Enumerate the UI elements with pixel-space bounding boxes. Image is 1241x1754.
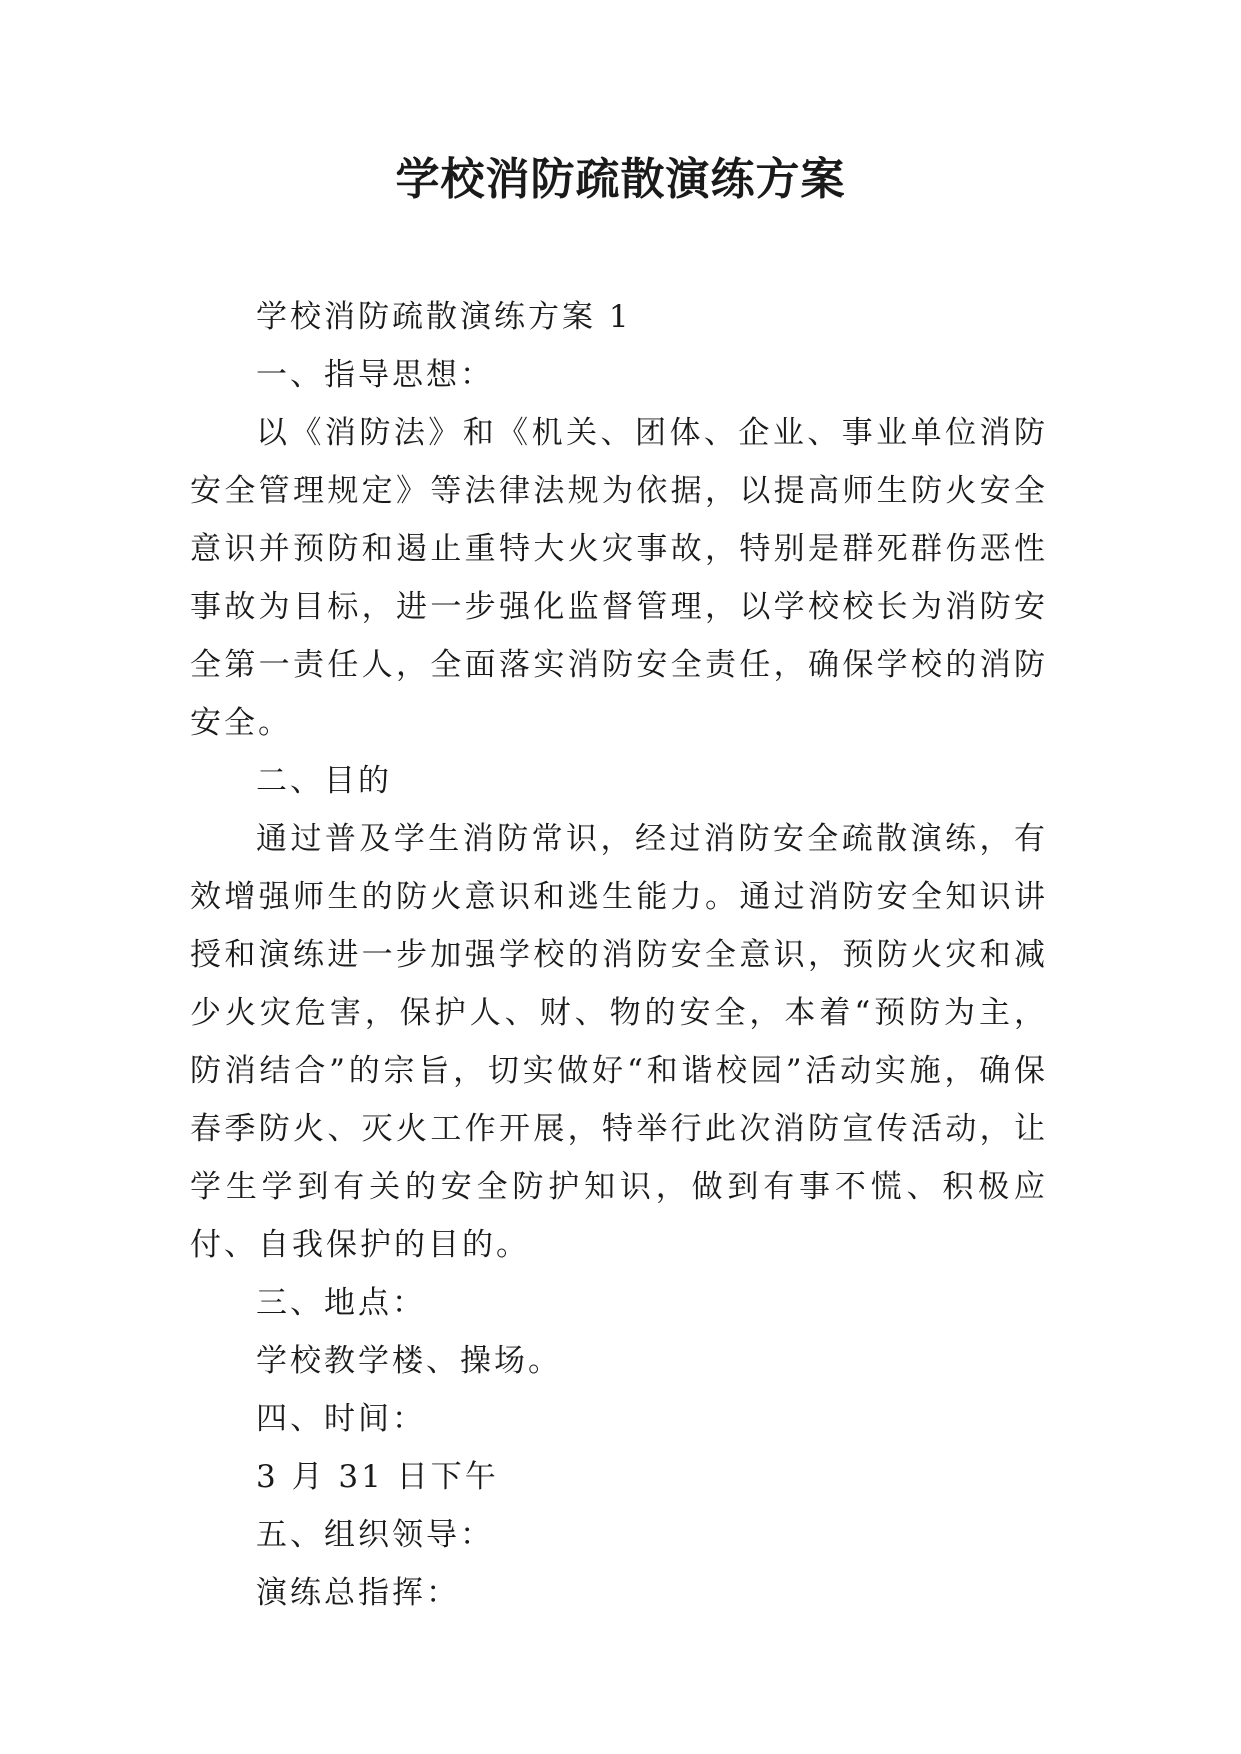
- section-heading-time: 四、时间：: [256, 1401, 426, 1437]
- section-heading-organization: 五、组织领导：: [256, 1517, 494, 1553]
- section-heading-location: 三、地点：: [256, 1285, 426, 1321]
- section-heading-guiding-ideology: 一、指导思想：: [256, 357, 494, 393]
- paragraph-commander: 演练总指挥：: [256, 1575, 460, 1611]
- document-body: [190, 288, 1048, 1622]
- paragraph-purpose: 通过普及学生消防常识，经过消防安全疏散演练，有效增强师生的防火意识和逃生能力。通过消防安全知识讲授和演练进一步加强学校的消防安全意识，预防火灾和减少火灾危害，保护人、财、物的安全，本着“预防为主，防消结合”的宗旨，切实做好“和谐校园”活动实施，确保春季防火、灭火工作开展，特举行此次消防宣传活动，让学生学到有关的安全防护知识，做到有事不慌、积极应付、自我保护的目的。: [190, 821, 1048, 1263]
- paragraph-guiding-ideology: 以《消防法》和《机关、团体、企业、事业单位消防安全管理规定》等法律法规为依据，以提高师生防火安全意识并预防和遏止重特大火灾事故，特别是群死群伤恶性事故为目标，进一步强化监督管理，以学校校长为消防安全第一责任人，全面落实消防安全责任，确保学校的消防安全。: [190, 415, 1048, 741]
- paragraph-location: 学校教学楼、操场。: [256, 1343, 562, 1379]
- section-heading-purpose: 二、目的: [256, 763, 392, 799]
- section-heading-plan-1: 学校消防疏散演练方案 1: [256, 299, 632, 335]
- document-title: 学校消防疏散演练方案: [395, 154, 846, 205]
- paragraph-time: 3 月 31 日下午: [256, 1459, 499, 1495]
